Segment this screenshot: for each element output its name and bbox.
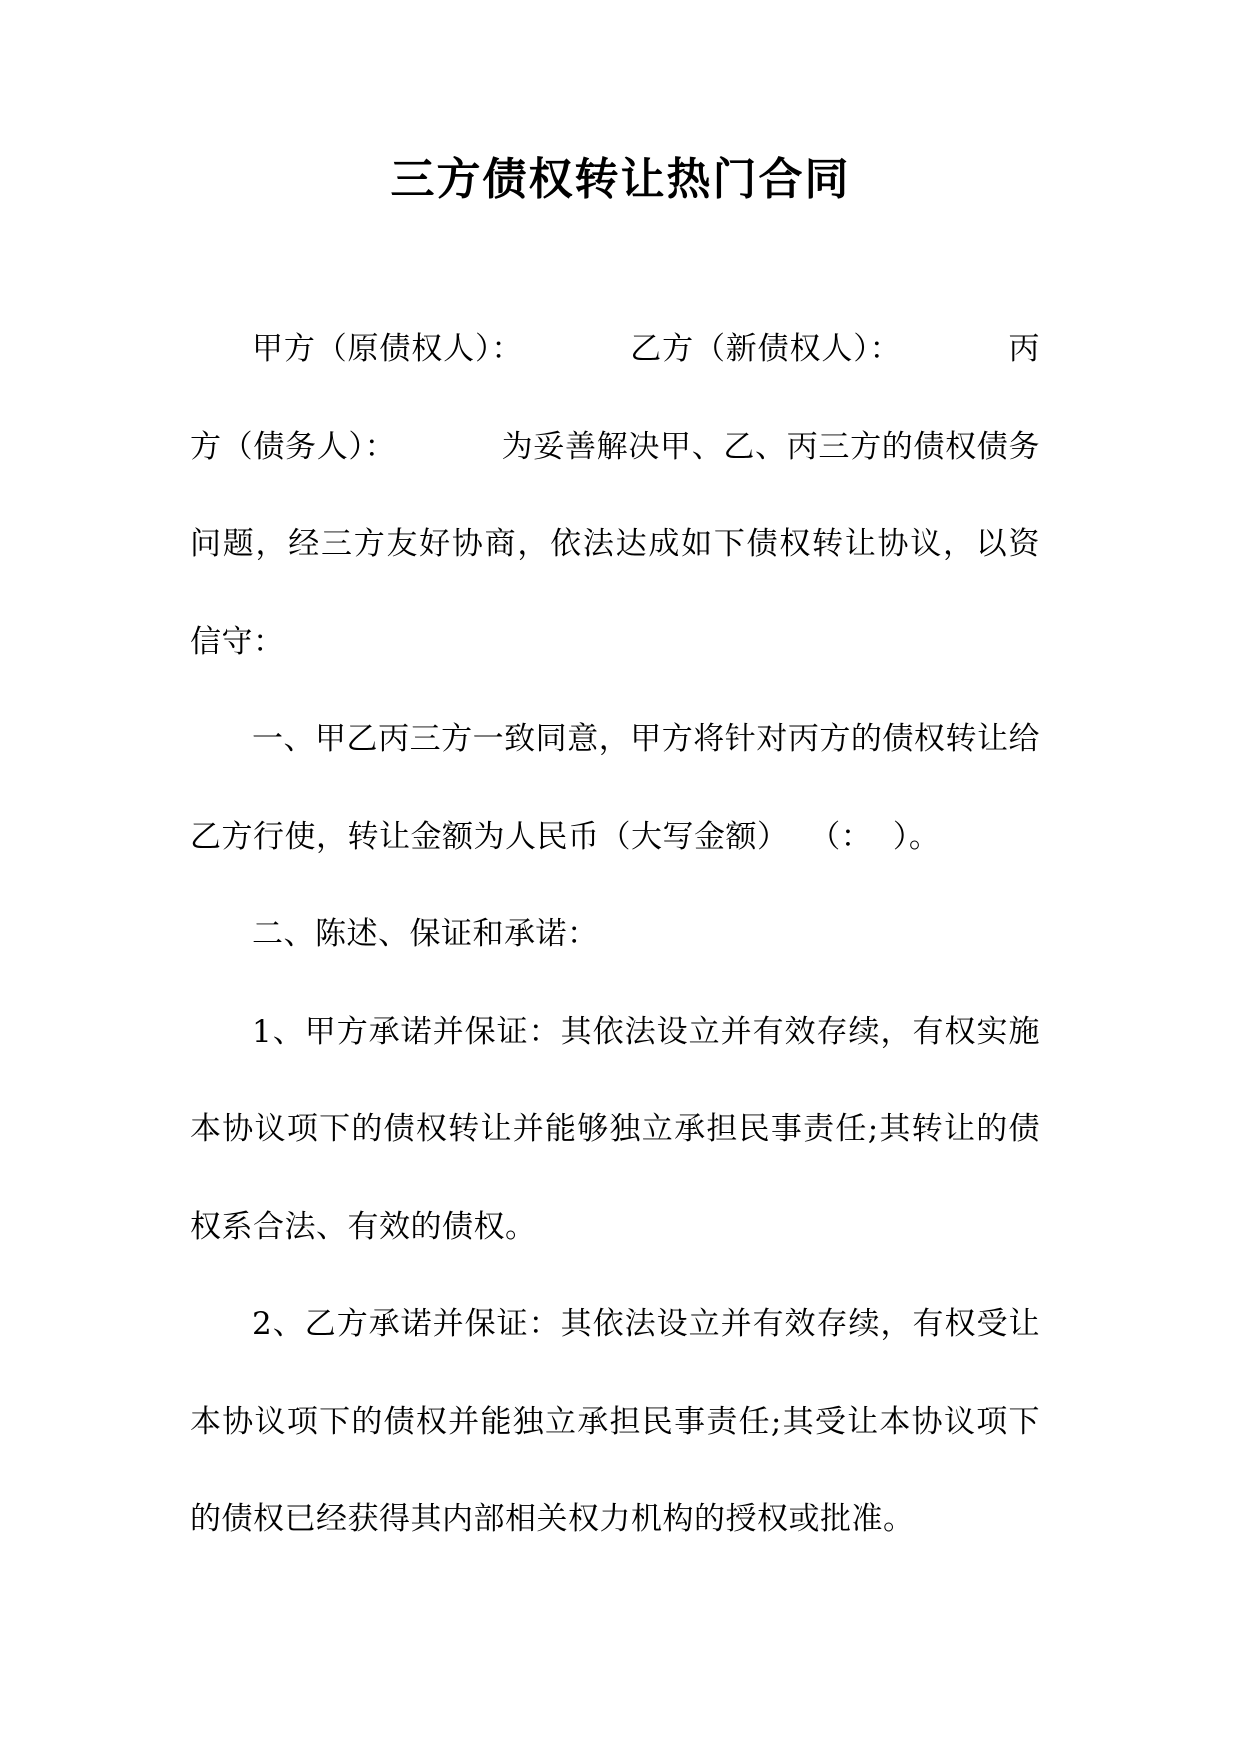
paragraph-preamble: 甲方（原债权人）： 乙方（新债权人）： 丙方（债务人）： 为妥善解决甲、乙、丙三方的债权债务问题，经三方友好协商，依法达成如下债权转让协议，以资信守： bbox=[190, 331, 1040, 660]
document-body bbox=[190, 301, 1040, 1569]
paragraph-clause-2-heading: 二、陈述、保证和承诺： bbox=[252, 916, 599, 952]
paragraph-clause-2-2: 2、乙方承诺并保证：其依法设立并有效存续，有权受让本协议项下的债权并能独立承担民事责任;其受让本协议项下的债权已经获得其内部相关权力机构的授权或批准。 bbox=[190, 1306, 1040, 1537]
paragraph-clause-1: 一、甲乙丙三方一致同意，甲方将针对丙方的债权转让给乙方行使，转让金额为人民币（大写金额） （： ）。 bbox=[190, 721, 1040, 855]
paragraph-clause-2-1: 1、甲方承诺并保证：其依法设立并有效存续，有权实施本协议项下的债权转让并能够独立承担民事责任;其转让的债权系合法、有效的债权。 bbox=[190, 1013, 1040, 1245]
document-title: 三方债权转让热门合同 bbox=[390, 154, 851, 205]
